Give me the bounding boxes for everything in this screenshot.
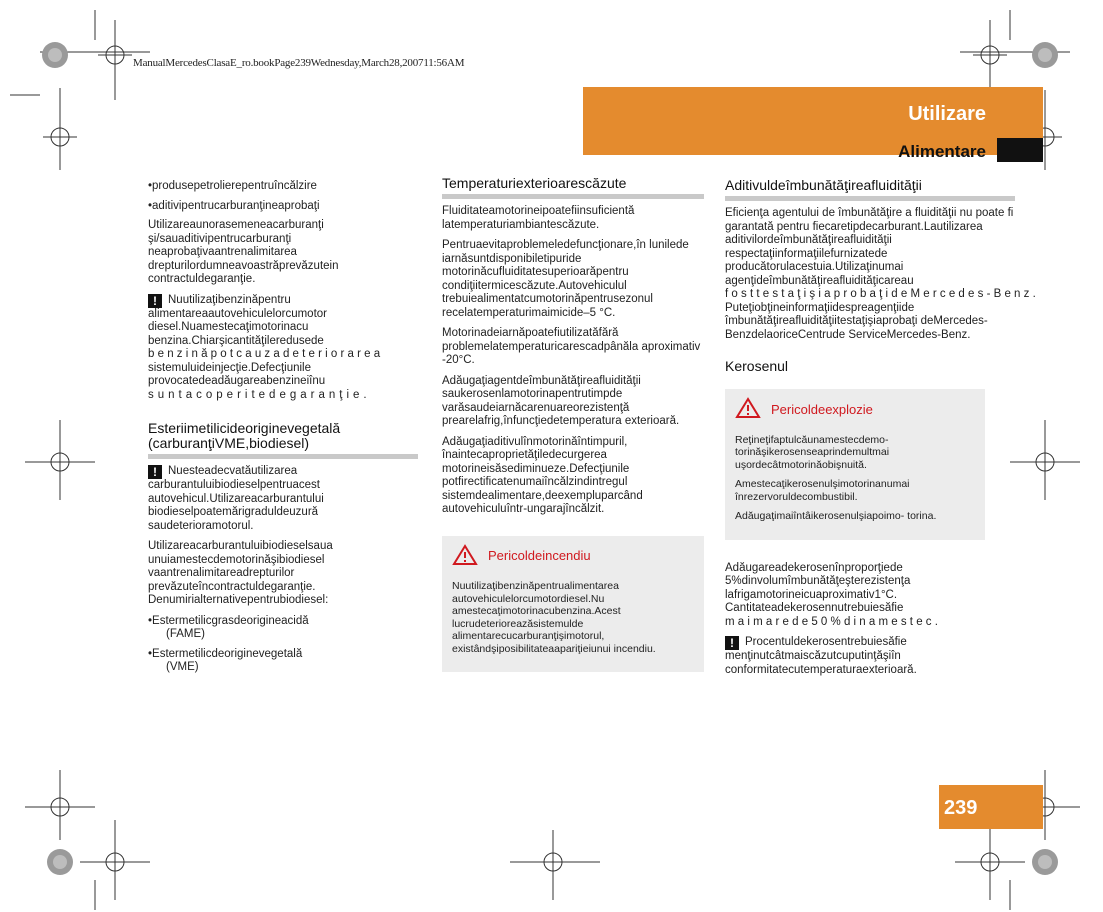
paragraph: Utilizareaunorasemeneacarburanţi şi/sauaditivipentrucarburanţi neaprobaţivaantrenalimitarea drepturilordumneavoastrăprevăzutein contractuldegaranţie.	[148, 219, 339, 285]
warning-title: Pericoldeincendiu	[452, 544, 694, 569]
heading-rule	[148, 454, 418, 459]
subsection-title: Alimentare	[898, 142, 986, 161]
warning-title: Pericoldeexplozie	[735, 397, 975, 422]
warning-triangle-icon	[735, 397, 761, 422]
section-heading: Temperaturiexterioarescăzute	[442, 175, 627, 191]
warning-text: Nuutilizaţibenzinăpentrualimentarea autovehiculelorcumotordiesel.Nu amestecaţimotorinacubenzina.Acest lucrudeterioreazăsistemulde alimentarecucarburanţişimotorul, existândşiposibilitateaapariţieiunui incendiu.	[452, 580, 656, 655]
page-number: 239	[944, 797, 978, 819]
warning-text: Reţineţifaptulcăunamestecdemo- torinăşikerosenseaprindemultmai uşordecâtmotorinăobişnuită.	[735, 433, 890, 471]
heading-rule	[442, 194, 704, 199]
warning-box-fire	[442, 536, 704, 673]
section-heading: Esteriimetilicideoriginevegetală (carburanţiVME,biodiesel)	[148, 420, 341, 451]
paragraph: Eficienţa agentului de îmbunătăţire a fluidităţii nu poate fi garantată pentru fiecaretipdecarburant.Lautilizarea aditivilordeîmbunătăţireafluidităţii respectaţiinformaţiilefurnizatede producătorulacestuia.Utilizaţinumai agenţideîmbunătăţireafluidităţicareau fosttestaţişiaprobaţideMercedes-Benz. Puteţiobţineinformaţiidespreagenţiide îmbunătăţireafluidităţiitestaţişiaprobaţi deMercedes-BenzdelaoriceCentrude ServiceMercedes-Benz.	[725, 207, 1040, 341]
warning-triangle-icon	[452, 544, 478, 569]
thumb-tab	[997, 138, 1043, 162]
list-item: •aditivipentrucarburanţineaprobaţi	[148, 199, 320, 212]
paragraph: Utilizareacarburantuluibiodieselsaua unuiamestecdemotorinăşibiodiesel vaantrenalimitareadrepturilor prevăzuteîncontractuldegaranţie. Denumirialternativepentrubiodiesel:	[148, 540, 333, 606]
heading-rule	[725, 196, 1015, 201]
column-1	[148, 180, 418, 681]
section-heading: Aditivuldeîmbunătăţireafluidităţii	[725, 177, 922, 193]
exclamation-icon: !	[148, 465, 162, 479]
paragraph: Adăugareadekerosenînproporţiede 5%dinvolumîmbunătăţeşterezistenţa lafrigamotorineicuaproximativ1°C. Cantitateadekerosennutrebuiesăfie maimarede50%dinamestec.	[725, 561, 942, 628]
list-item: •produsepetrolierepentruîncălzire	[148, 180, 317, 192]
exclamation-icon: !	[148, 294, 162, 308]
list-item: •Estermetilicgrasdeorigineacidă	[148, 614, 309, 627]
exclamation-icon: !	[725, 636, 739, 650]
list-item: •Estermetilicdeoriginevegetală	[148, 647, 303, 660]
warning-box-explosion	[725, 389, 985, 540]
column-2	[442, 176, 704, 672]
list-item-continuation: (FAME)	[166, 628, 205, 640]
paragraph: Pentruaevitaproblemeledefuncţionare,în lunilede iarnăsuntdisponibiletipuride motorinăcufluiditatesuperioarăpentru condiţiitermicescăzute.Autovehiculul trebuiealimentatcumotorinăpentrusezonul recelatemperaturimaimicide–5 °C.	[442, 239, 689, 319]
note-paragraph: ! Nuutilizaţibenzinăpentru alimentareaautovehiculelorcumotor diesel.Nuamestecaţimotorinacu benzina.Chiarşicantităţileredusede benzinăpotcauzadeteriorarea sistemuluideinjecţie.Defecţiunile provocatedeadăugareabenzineiînu suntacoperitedegaranţie.	[148, 293, 384, 401]
column-3	[725, 177, 1040, 684]
paragraph: Fluiditateamotorineipoatefiinsuficientă latemperaturiambiantescăzute.	[442, 205, 635, 231]
paragraph: Motorinadeiarnăpoatefiutilizatăfără problemelatemperaturicarescadpânăla aproximativ -20°C.	[442, 327, 701, 366]
warning-text: Amestecaţikerosenulşimotorinanumai înrezervoruldecombustibil.	[735, 478, 910, 503]
note-paragraph: ! Procentuldekerosentrebuiesăfie menţinutcâtmaiscăzutcuputinţăşiîn conformitatecutemperaturaexterioară.	[725, 636, 917, 676]
paragraph: Adăugaţiagentdeîmbunătăţireafluidităţii saukerosenlamotorinapentrutimpde varăsaudeiarnăcarenuareorezistenţă prearelafrig,înfuncţiedetemperatura exterioară.	[442, 374, 680, 427]
paragraph: Adăugaţiaditivulînmotorinăîntimpuril, înaintecaproprietăţiledecurgerea motorineisăsediminueze.Defecţiunile potfirectificatenumaiîncălzindintregul sistemdealimentare,deexempluparcând autovehiculuîntr-ungarajîncălzit.	[442, 435, 643, 515]
warning-text: Adăugaţimaiîntâikerosenulşiapoimo- torina.	[735, 510, 937, 522]
section-heading: Kerosenul	[725, 358, 789, 374]
list-item-continuation: (VME)	[166, 661, 199, 673]
section-title: Utilizare	[908, 103, 986, 125]
note-paragraph: ! Nuesteadecvatăutilizarea carburantuluibiodieselpentruacest autovehicul.Utilizareacarburantului biodieselpoatemărigraduldeuzură saudeterioramotorul.	[148, 465, 324, 532]
file-info-line: ManualMercedesClasaE_ro.bookPage239Wednesday,March28,200711:56AM	[133, 57, 465, 69]
